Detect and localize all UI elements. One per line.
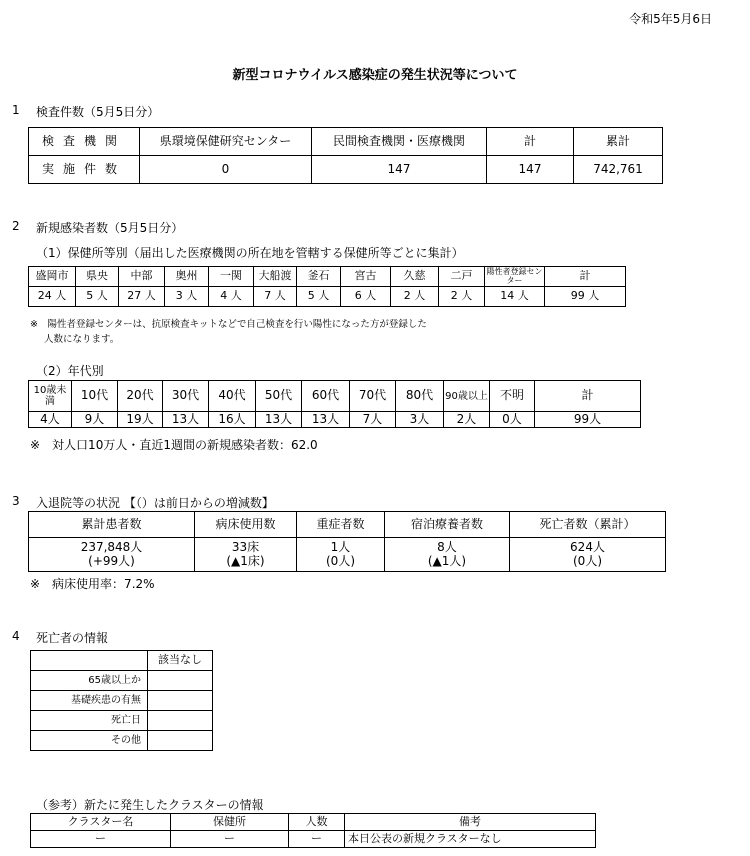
office-oshu: 奥州 [165,267,209,287]
office-ichinoseki: 一関 [209,267,254,287]
office-kuji: 久慈 [391,267,439,287]
test-count-value-row [29,156,663,184]
section4-number: 4 [12,629,20,643]
value-underlying-disease [148,691,213,711]
header-total: 計 [487,128,574,156]
change-hotel-recuperation: (▲1人) [427,553,467,568]
value-prefectural-center: 0 [140,156,312,184]
cell-beds-in-use [195,538,297,572]
count-30s: 13人 [163,412,209,428]
count-ichinoseki: 4 人 [209,287,254,307]
header-cumulative: 累計 [574,128,663,156]
label-underlying-disease: 基礎疾患の有無 [31,691,148,711]
office-kenou: 県央 [76,267,119,287]
count-under-10: 4人 [29,412,72,428]
value-people: ー [289,831,345,848]
age-total: 計 [535,381,641,412]
header-testing-agency: 検査機関 [29,128,140,156]
test-count-header-row [29,128,663,156]
section1-heading: 検査件数（5月5日分） [36,105,160,119]
section2-sub1-heading: （1）保健所等別（届出した医療機関の所在地を管轄する保健所等ごとに集計） [36,246,464,260]
section2-number: 2 [12,219,20,233]
change-deaths: (0人) [573,553,602,568]
value-hotel-recuperation: 8人 [437,540,457,555]
change-beds-in-use: (▲1床) [226,553,265,568]
bed-occupancy-note: ※ 病床使用率：7.2% [30,577,155,591]
death-info-none-header: 該当なし [148,651,213,671]
cluster-heading: （参考）新たに発生したクラスターの情報 [36,798,264,812]
count-unknown: 0人 [490,412,535,428]
header-people: 人数 [289,814,345,831]
value-deaths: 624人 [570,540,605,555]
count-ninohe: 2 人 [439,287,485,307]
section2-heading: 新規感染者数（5月5日分） [36,221,184,235]
value-cluster-name: ー [31,831,171,848]
cluster-value-row [31,831,596,848]
section1-number: 1 [12,103,20,117]
header-prefectural-center: 県環境保健研究センター [140,128,312,156]
death-info-corner [31,651,148,671]
count-10s: 9人 [72,412,118,428]
hospitalization-table [28,511,666,572]
office-note-line2: 人数になります。 [44,334,120,345]
label-other: その他 [31,731,148,751]
count-miyako: 6 人 [341,287,391,307]
value-age-65-plus [148,671,213,691]
value-cumulative-patients: 237,848人 [80,540,143,555]
change-severe-cases: (0人) [326,553,355,568]
death-info-table [30,650,213,751]
office-miyako: 宮古 [341,267,391,287]
age-60s: 60代 [302,381,350,412]
death-info-row [31,671,213,691]
death-info-row [31,711,213,731]
section2-sub2-heading: （2）年代別 [36,364,104,378]
header-cluster-name: クラスター名 [31,814,171,831]
count-age-total: 99人 [535,412,641,428]
hospitalization-value-row [29,538,666,572]
header-remarks: 備考 [345,814,596,831]
death-info-row [31,691,213,711]
count-kuji: 2 人 [391,287,439,307]
count-kenou: 5 人 [76,287,119,307]
hospitalization-header-row [29,512,666,538]
value-private-institutions: 147 [312,156,487,184]
incidence-note: ※ 対人口10万人・直近1週間の新規感染者数：62.0 [30,438,318,452]
age-20s: 20代 [118,381,163,412]
count-positive-registration-center: 14 人 [485,287,545,307]
count-total: 99 人 [545,287,626,307]
age-count-table [28,380,641,428]
office-positive-registration-center: 陽性者登録センター [486,267,543,285]
change-cumulative-patients: (+99人) [88,553,135,568]
header-health-center: 保健所 [171,814,289,831]
value-health-center: ー [171,831,289,848]
cell-deaths [510,538,666,572]
office-header-row [29,267,626,287]
count-20s: 19人 [118,412,163,428]
age-40s: 40代 [209,381,256,412]
age-count-row [29,412,641,428]
age-70s: 70代 [350,381,396,412]
office-count-row [29,287,626,307]
value-beds-in-use: 33床 [231,540,260,555]
value-other [148,731,213,751]
section4-heading: 死亡者の情報 [36,631,109,645]
count-70s: 7人 [350,412,396,428]
value-severe-cases: 1人 [330,540,351,555]
count-40s: 16人 [209,412,256,428]
section3-number: 3 [12,494,20,508]
test-count-table [28,127,663,184]
age-30s: 30代 [163,381,209,412]
header-hotel-recuperation: 宿泊療養者数 [385,512,510,538]
count-90-plus: 2人 [444,412,490,428]
document-date: 令和5年5月6日 [629,12,712,26]
header-severe-cases: 重症者数 [297,512,385,538]
age-50s: 50代 [256,381,302,412]
office-total: 計 [545,267,626,287]
count-50s: 13人 [256,412,302,428]
office-ninohe: 二戸 [439,267,485,287]
office-kamaishi: 釜石 [297,267,341,287]
age-90-plus: 90歳以上 [444,381,490,412]
row-label-tests-performed: 実施件数 [29,156,140,184]
cluster-header-row [31,814,596,831]
office-chubu: 中部 [119,267,165,287]
header-private-institutions: 民間検査機関・医療機関 [312,128,487,156]
label-date-of-death: 死亡日 [31,711,148,731]
cell-cumulative-patients [29,538,195,572]
age-10s: 10代 [72,381,118,412]
cell-hotel-recuperation [385,538,510,572]
office-note-line1: ※ 陽性者登録センターは、抗原検査キットなどで自己検査を行い陽性になった方が登録した [30,319,427,330]
section3-heading: 入退院等の状況 【（）は前日からの増減数】 [36,496,274,510]
value-total: 147 [487,156,574,184]
value-date-of-death [148,711,213,731]
count-oshu: 3 人 [165,287,209,307]
cluster-table [30,813,596,848]
death-info-header-row [31,651,213,671]
header-deaths-cumulative: 死亡者数（累計） [510,512,666,538]
death-info-row [31,731,213,751]
count-80s: 3人 [396,412,444,428]
label-age-65-plus: 65歳以上か [31,671,148,691]
office-count-table [28,266,626,307]
office-morioka: 盛岡市 [29,267,76,287]
count-ofunato: 7 人 [254,287,297,307]
header-beds-in-use: 病床使用数 [195,512,297,538]
count-kamaishi: 5 人 [297,287,341,307]
age-under-10: 10歳未満 [29,381,72,412]
age-80s: 80代 [396,381,444,412]
header-cumulative-patients: 累計患者数 [29,512,195,538]
office-ofunato: 大船渡 [254,267,297,287]
count-60s: 13人 [302,412,350,428]
value-cumulative: 742,761 [574,156,663,184]
age-unknown: 不明 [490,381,535,412]
value-remarks: 本日公表の新規クラスターなし [345,831,596,848]
age-header-row [29,381,641,412]
document-title: 新型コロナウイルス感染症の発生状況等について [232,68,518,83]
cell-severe-cases [297,538,385,572]
count-chubu: 27 人 [119,287,165,307]
count-morioka: 24 人 [29,287,76,307]
